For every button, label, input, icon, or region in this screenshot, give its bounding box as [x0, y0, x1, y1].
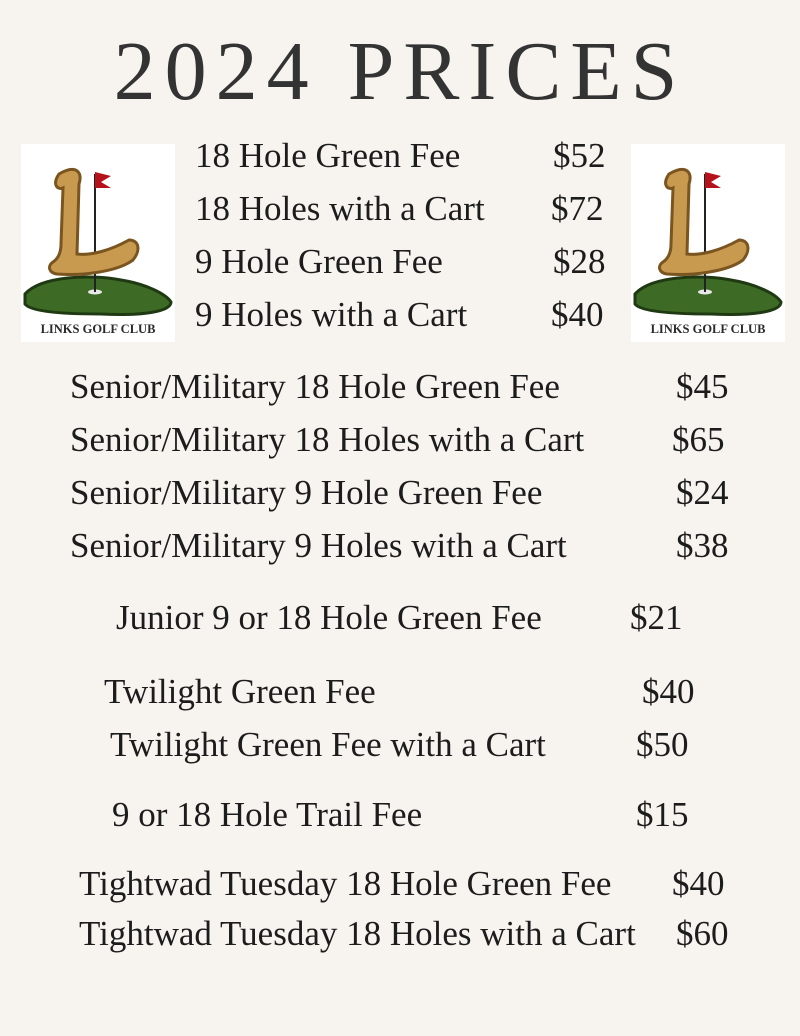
page-title: 2024 PRICES [113, 25, 687, 118]
price-label: 18 Hole Green Fee [195, 136, 461, 175]
price-label: Junior 9 or 18 Hole Green Fee [116, 598, 542, 637]
price-value: $40 [551, 295, 604, 334]
price-value: $40 [672, 864, 725, 903]
price-label: 9 Holes with a Cart [195, 295, 468, 334]
price-label: Twilight Green Fee [104, 672, 376, 711]
price-value: $15 [636, 795, 689, 834]
links-golf-club-logo-right [631, 144, 785, 342]
price-label: 18 Holes with a Cart [195, 189, 485, 228]
logo-graphic [631, 144, 785, 342]
price-value: $60 [676, 914, 729, 953]
price-label: Senior/Military 18 Holes with a Cart [70, 420, 585, 459]
price-label: Senior/Military 18 Hole Green Fee [70, 367, 560, 406]
price-label: Tightwad Tuesday 18 Holes with a Cart [79, 914, 636, 953]
price-label: Tightwad Tuesday 18 Hole Green Fee [79, 864, 612, 903]
price-label: 9 Hole Green Fee [195, 242, 443, 281]
price-value: $72 [551, 189, 604, 228]
price-value: $28 [553, 242, 606, 281]
price-label: Twilight Green Fee with a Cart [110, 725, 546, 764]
price-value: $38 [676, 526, 729, 565]
price-value: $50 [636, 725, 689, 764]
price-value: $40 [642, 672, 695, 711]
price-label: Senior/Military 9 Holes with a Cart [70, 526, 567, 565]
price-label: 9 or 18 Hole Trail Fee [112, 795, 423, 834]
price-label: Senior/Military 9 Hole Green Fee [70, 473, 543, 512]
price-value: $52 [553, 136, 606, 175]
price-value: $24 [676, 473, 729, 512]
price-value: $21 [630, 598, 683, 637]
links-golf-club-logo-left [21, 144, 175, 342]
price-value: $45 [676, 367, 729, 406]
logo-caption: LINKS GOLF CLUB [40, 322, 156, 336]
price-value: $65 [672, 420, 725, 459]
logo-caption: LINKS GOLF CLUB [650, 322, 766, 336]
logo-graphic [21, 144, 175, 342]
